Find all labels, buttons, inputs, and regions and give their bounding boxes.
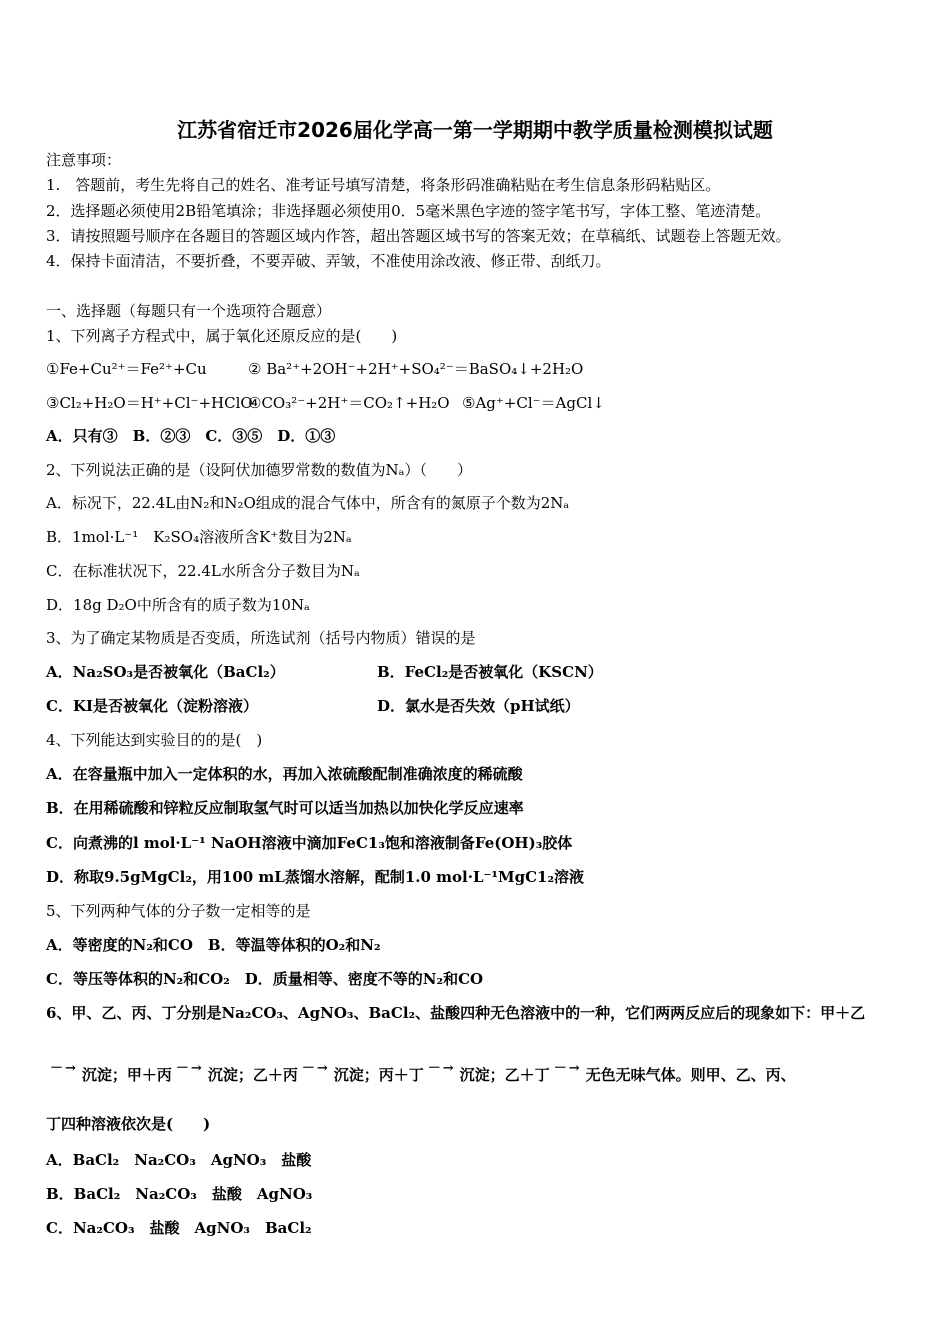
- q6-option-c: C．Na₂CO₃ 盐酸 AgNO₃ BaCl₂: [46, 1219, 312, 1237]
- reaction-arrow: －→: [301, 1061, 330, 1076]
- note-item: 3．请按照题号顺序在各题目的答题区域内作答，超出答题区域书写的答案无效；在草稿纸、试题卷上答题无效。: [46, 227, 791, 245]
- q4-option-c: C．向煮沸的l mol·L⁻¹ NaOH溶液中滴加FeC1₃饱和溶液制备Fe(OH)₃胶体: [46, 834, 573, 852]
- q3-option-b: B．FeCl₂是否被氧化（KSCN）: [377, 663, 603, 681]
- reaction-result: 沉淀；乙＋丙: [207, 1066, 298, 1084]
- q3-option-c: C．KI是否被氧化（淀粉溶液）: [46, 697, 258, 715]
- note-item: 2．选择题必须使用2B铅笔填涂；非选择题必须使用0．5毫米黑色字迹的签字笔书写，字体工整、笔迹清楚。: [46, 202, 771, 220]
- q5-options-ab: A．等密度的N₂和CO B．等温等体积的O₂和N₂: [46, 936, 381, 954]
- q2-option-a: A．标况下，22.4L由N₂和N₂O组成的混合气体中，所含有的氮原子个数为2Nₐ: [46, 494, 570, 512]
- q1-eq4: ④CO₃²⁻+2H⁺＝CO₂↑+H₂O: [248, 394, 450, 412]
- reaction-arrow: －→: [50, 1061, 78, 1076]
- q5-options-cd: C．等压等体积的N₂和CO₂ D．质量相等、密度不等的N₂和CO: [46, 970, 484, 988]
- q3-option-d: D．氯水是否失效（pH试纸）: [377, 697, 580, 715]
- note-item: 4．保持卡面清洁，不要折叠，不要弄破、弄皱，不准使用涂改液、修正带、刮纸刀。: [46, 252, 611, 270]
- q6-stem: 6、甲、乙、丙、丁分别是Na₂CO₃、AgNO₃、BaCl₂、盐酸四种无色溶液中的一种，它们两两反应后的现象如下：甲＋乙: [46, 1004, 866, 1022]
- q1-eq3: ③Cl₂+H₂O＝H⁺+Cl⁻+HClO: [46, 394, 253, 412]
- q6-option-a: A．BaCl₂ Na₂CO₃ AgNO₃ 盐酸: [46, 1151, 312, 1169]
- q6-option-b: B．BaCl₂ Na₂CO₃ 盐酸 AgNO₃: [46, 1185, 313, 1203]
- q1-eq2: ② Ba²⁺+2OH⁻+2H⁺+SO₄²⁻＝BaSO₄↓+2H₂O: [248, 360, 584, 378]
- q1-stem: 1、下列离子方程式中，属于氧化还原反应的是( ): [46, 327, 398, 345]
- reaction-result: 沉淀；乙＋丁: [459, 1066, 550, 1084]
- reaction-result: 无色无味气体。则甲、乙、丙、: [585, 1066, 796, 1084]
- page-title: 江苏省宿迁市2026届化学高一第一学期期中教学质量检测模拟试题: [177, 118, 773, 142]
- q6-stem-tail: 丁四种溶液依次是( ): [46, 1115, 211, 1133]
- q4-option-d: D．称取9.5gMgCl₂，用100 mL蒸馏水溶解，配制1.0 mol·L⁻¹MgC1₂溶液: [46, 868, 585, 886]
- q4-option-b: B．在用稀硫酸和锌粒反应制取氢气时可以适当加热以加快化学反应速率: [46, 799, 524, 817]
- q6-reaction-line: [46, 1061, 796, 1087]
- reaction-result: 沉淀；丙＋丁: [333, 1066, 424, 1084]
- q5-stem: 5、下列两种气体的分子数一定相等的是: [46, 902, 311, 920]
- q2-option-d: D．18g D₂O中所含有的质子数为10Nₐ: [46, 596, 310, 614]
- q3-stem: 3、为了确定某物质是否变质，所选试剂（括号内物质）错误的是: [46, 629, 476, 647]
- q1-options: A．只有③ B．②③ C．③⑤ D．①③: [46, 427, 336, 445]
- q2-stem: 2、下列说法正确的是（设阿伏加德罗常数的数值为Nₐ）（ ）: [46, 461, 472, 479]
- q2-option-b: B．1mol·L⁻¹ K₂SO₄溶液所含K⁺数目为2Nₐ: [46, 528, 352, 546]
- q3-option-a: A．Na₂SO₃是否被氧化（BaCl₂）: [46, 663, 285, 681]
- reaction-arrow: －→: [175, 1061, 204, 1076]
- notes-heading: 注意事项：: [46, 151, 122, 169]
- reaction-result: 沉淀；甲＋丙: [81, 1066, 172, 1084]
- q1-eq1: ①Fe+Cu²⁺＝Fe²⁺+Cu: [46, 360, 207, 378]
- q4-option-a: A．在容量瓶中加入一定体积的水，再加入浓硫酸配制准确浓度的稀硫酸: [46, 765, 523, 783]
- q1-eq5: ⑤Ag⁺+Cl⁻＝AgCl↓: [462, 394, 605, 412]
- q4-stem: 4、下列能达到实验目的的是( ): [46, 731, 263, 749]
- section-heading: 一、选择题（每题只有一个选项符合题意）: [46, 302, 332, 320]
- reaction-arrow: －→: [553, 1061, 582, 1076]
- reaction-arrow: －→: [427, 1061, 456, 1076]
- note-item: 1. 答题前，考生先将自己的姓名、准考证号填写清楚，将条形码准确粘贴在考生信息条形码粘贴区。: [46, 176, 721, 194]
- q2-option-c: C．在标准状况下，22.4L水所含分子数目为Nₐ: [46, 562, 360, 580]
